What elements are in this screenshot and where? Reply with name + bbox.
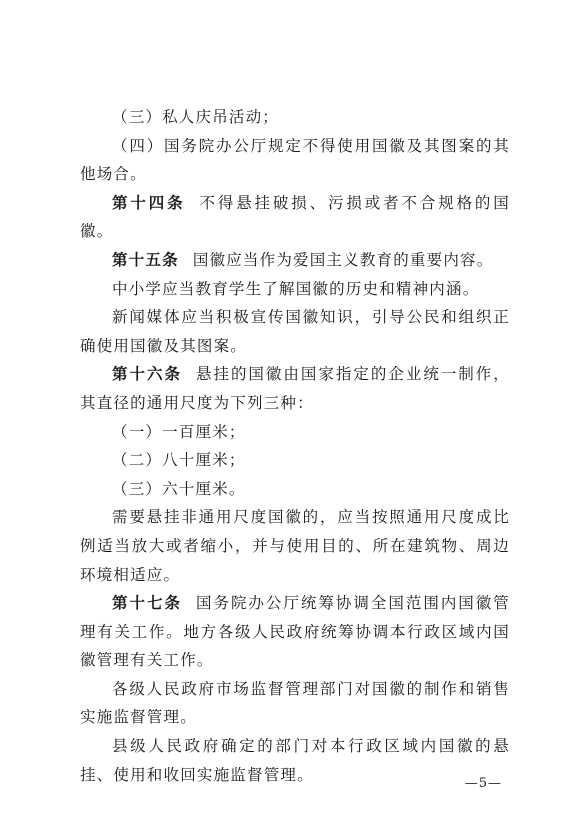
- paragraph-county-supervision: [80, 732, 510, 789]
- article-16: [80, 360, 510, 417]
- article-number: 第十六条: [112, 365, 182, 384]
- page-number: —5—: [464, 776, 502, 791]
- paragraph-text: 不得悬挂破损、污损或者不合规格的国徽。: [80, 193, 510, 241]
- article-14: [80, 189, 510, 246]
- document-body: [80, 103, 510, 789]
- paragraph-nonstandard-size: [80, 503, 510, 589]
- list-item-size-80: [80, 446, 510, 475]
- paragraph-text: （四）国务院办公厅规定不得使用国徽及其图案的其他场合。: [80, 136, 510, 184]
- paragraph-text: 各级人民政府市场监督管理部门对国徽的制作和销售实施监督管理。: [80, 679, 510, 727]
- paragraph-text: （三）六十厘米。: [112, 479, 246, 498]
- article-15: [80, 246, 510, 275]
- paragraph-text: 需要悬挂非通用尺度国徽的，应当按照通用尺度成比例适当放大或者缩小，并与使用目的、所在建筑物、周边环境相适应。: [80, 508, 510, 584]
- list-item-other-occasions: [80, 132, 510, 189]
- list-item-private-celebration: [80, 103, 510, 132]
- paragraph-text: （三）私人庆吊活动；: [112, 108, 280, 126]
- paragraph-text: 中小学应当教育学生了解国徽的历史和精神内涵。: [112, 279, 480, 298]
- article-number: 第十四条: [112, 193, 186, 212]
- article-number: 第十七条: [112, 594, 182, 613]
- paragraph-text: 国务院办公厅统筹协调全国范围内国徽管理有关工作。地方各级人民政府统筹协调本行政区域内国徽管理有关工作。: [80, 594, 510, 670]
- paragraph-text: 县级人民政府确定的部门对本行政区域内国徽的悬挂、使用和收回实施监督管理。: [80, 737, 510, 784]
- paragraph-text: （二）八十厘米；: [112, 451, 246, 470]
- paragraph-text: 悬挂的国徽由国家指定的企业统一制作，其直径的通用尺度为下列三种：: [80, 365, 510, 412]
- paragraph-market-supervision: [80, 675, 510, 732]
- paragraph-text: （一）一百厘米；: [112, 422, 246, 441]
- paragraph-media: [80, 303, 510, 360]
- paragraph-text: 国徽应当作为爱国主义教育的重要内容。: [192, 250, 494, 269]
- paragraph-schools: [80, 275, 510, 304]
- article-number: 第十五条: [112, 250, 179, 269]
- paragraph-text: 新闻媒体应当积极宣传国徽知识，引导公民和组织正确使用国徽及其图案。: [80, 308, 510, 355]
- list-item-size-100: [80, 418, 510, 447]
- article-17: [80, 589, 510, 675]
- list-item-size-60: [80, 475, 510, 504]
